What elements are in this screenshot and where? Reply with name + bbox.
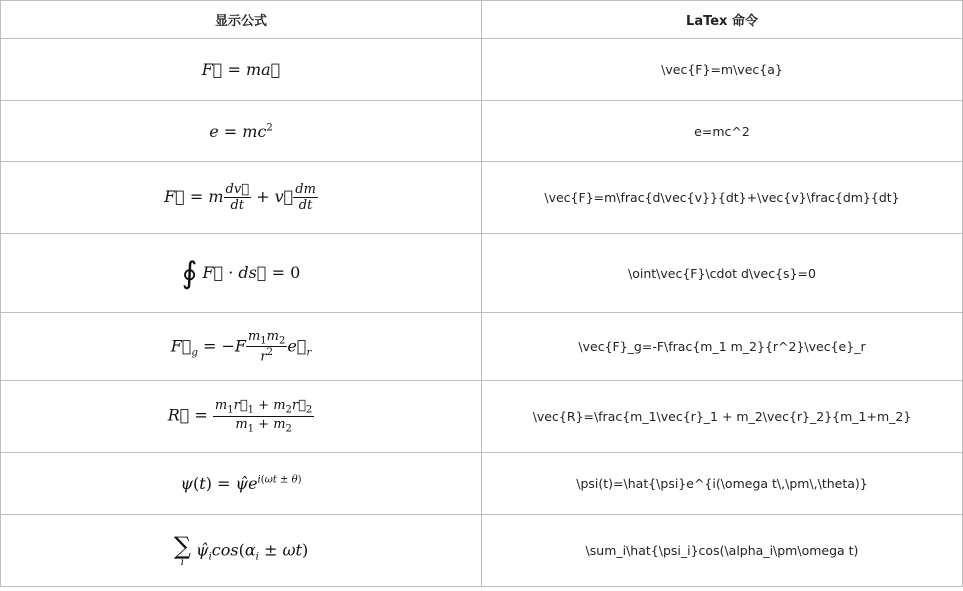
latex-command: e=mc^2 (482, 101, 963, 162)
rendered-formula: F⃗ = ma⃗ (1, 39, 482, 101)
rendered-formula: R⃗ = $\frac{m_1r⃗_1 + m_2r⃗_2}{m_1 + m_2}$ (1, 381, 482, 453)
latex-command: \vec{F}_g=-F\frac{m_1 m_2}{r^2}\vec{e}_r (482, 313, 963, 381)
latex-command: \vec{F}=m\vec{a} (482, 39, 963, 101)
latex-command: \psi(t)=\hat{\psi}e^{i(\omega t\,\pm\,\theta)} (482, 453, 963, 515)
rendered-formula: $e = mc^2$ (1, 101, 482, 162)
table-row (1, 381, 963, 453)
latex-command: \oint\vec{F}\cdot d\vec{s}=0 (482, 234, 963, 313)
table-row (1, 101, 963, 162)
latex-command: \vec{R}=\frac{m_1\vec{r}_1 + m_2\vec{r}_2}{m_1+m_2} (482, 381, 963, 453)
rendered-formula: $\psi(t) = \psîe^{i(\omega t \pm \theta)}$ (1, 453, 482, 515)
table-row (1, 515, 963, 587)
header-row (1, 1, 963, 39)
rendered-formula: F⃗ = m $\frac{dv⃗}{dt}$ + v⃗ $\frac{dm}{dt}$ (1, 162, 482, 234)
display-column-header: 显示公式 (1, 1, 482, 39)
latex-command: \vec{F}=m\frac{d\vec{v}}{dt}+\vec{v}\frac{dm}{dt} (482, 162, 963, 234)
table-row (1, 162, 963, 234)
rendered-formula: $F⃗_g = -F$ $\frac{m_1m_2}{r^2}$ $e⃗_r$ (1, 313, 482, 381)
latex-column-header: LaTex 命令 (482, 1, 963, 39)
table-row (1, 234, 963, 313)
rendered-formula: ∮ F⃗ · ds⃗ = 0 (1, 234, 482, 313)
table-row (1, 313, 963, 381)
rendered-formula: ∑ i $\psî_i\cos(\alpha_i \pm \omega t)$ (1, 515, 482, 587)
table-row (1, 39, 963, 101)
table-row (1, 453, 963, 515)
latex-command: \sum_i\hat{\psi_i}cos(\alpha_i\pm\omega t) (482, 515, 963, 587)
